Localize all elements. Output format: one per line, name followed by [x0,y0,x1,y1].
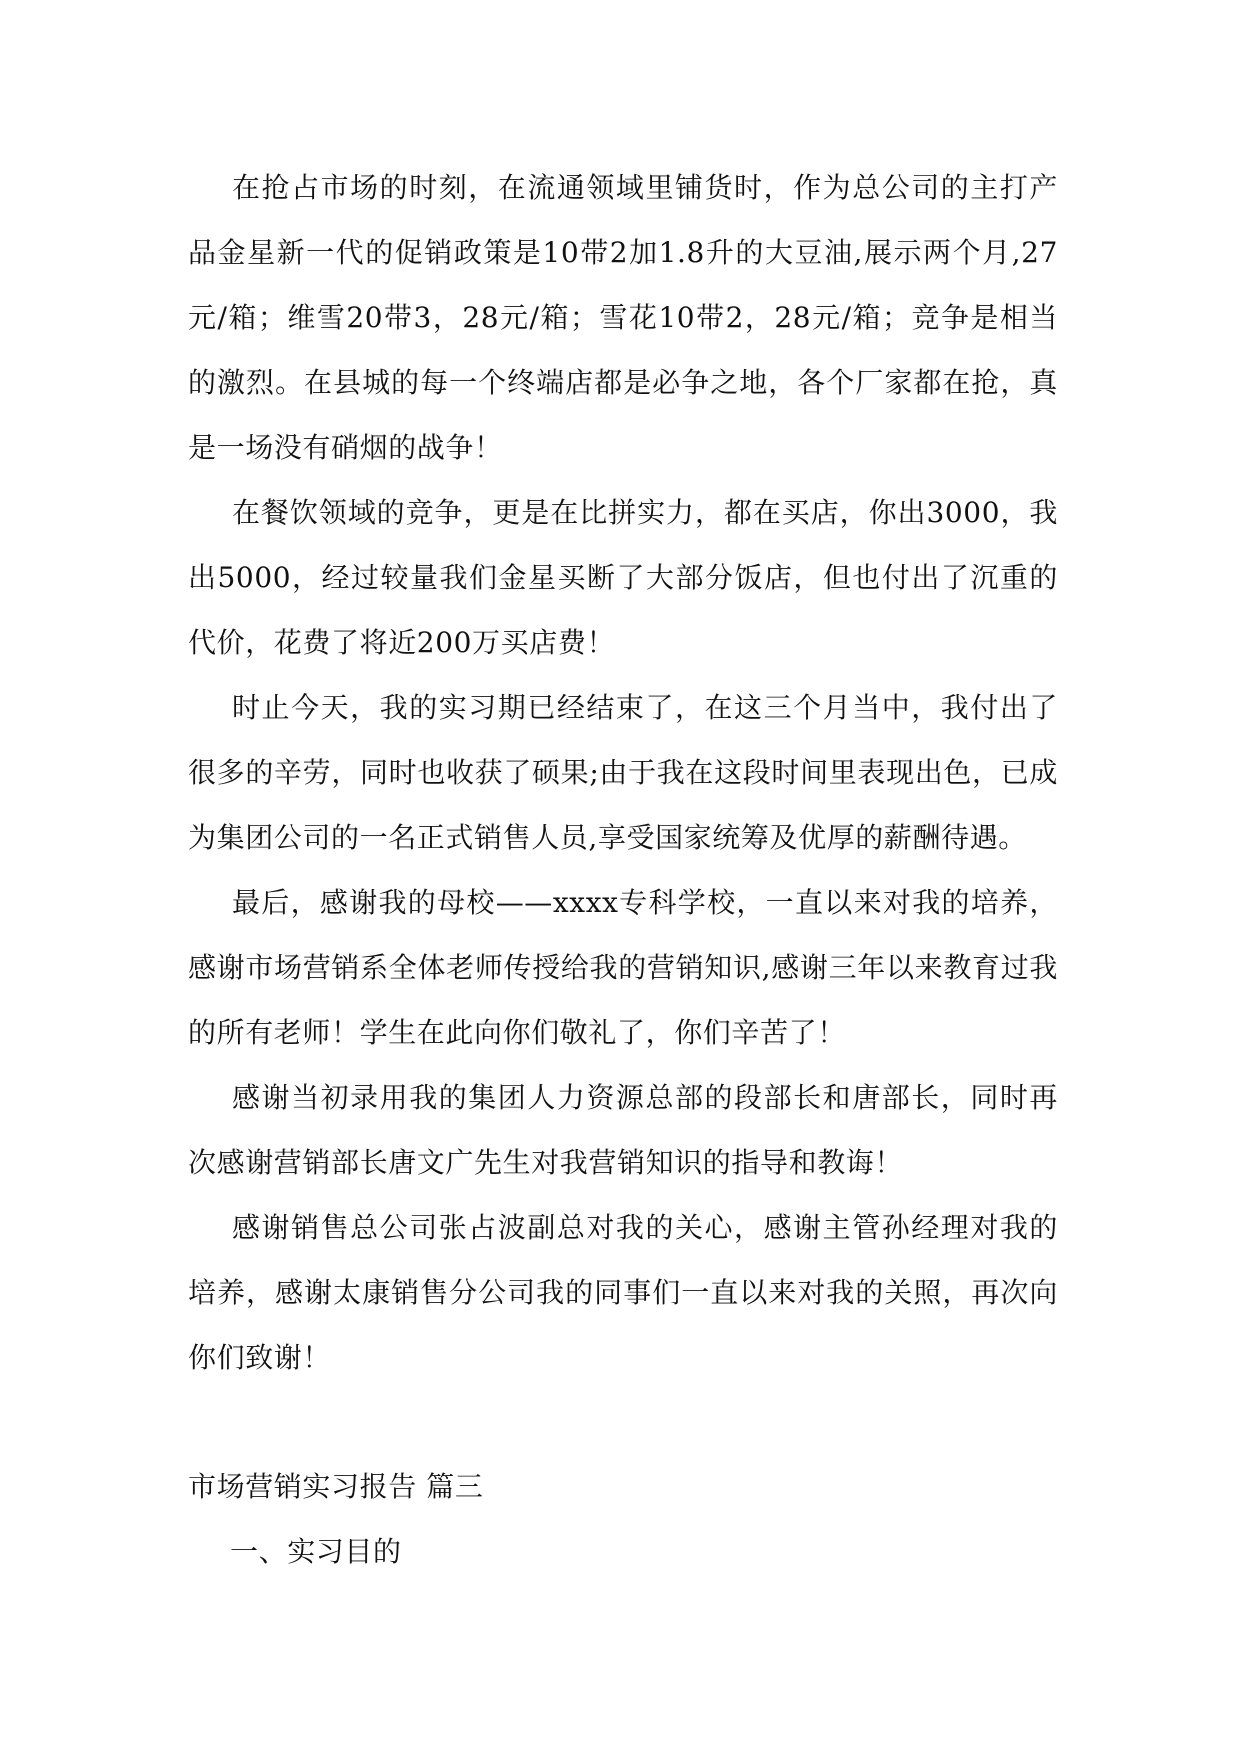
section-title: 市场营销实习报告 篇三 [188,1470,484,1503]
body-text [188,155,1058,1390]
paragraph-thanks-hr: 感谢当初录用我的集团人力资源总部的段部长和唐部长，同时再次感谢营销部长唐文广先生对我营销知识的指导和教诲！ [188,1081,1058,1179]
paragraph-market-competition: 在抢占市场的时刻，在流通领域里铺货时，作为总公司的主打产品金星新一代的促销政策是10带2加1.8升的大豆油,展示两个月,27元/箱；维雪20带3，28元/箱；雪花10带2，28元/箱；竞争是相当的激烈。在县城的每一个终端店都是必争之地，各个厂家都在抢，真是一场没有硝烟的战争！ [188,171,1058,464]
paragraph-internship-end: 时止今天，我的实习期已经结束了，在这三个月当中，我付出了很多的辛劳，同时也收获了硕果;由于我在这段时间里表现出色，已成为集团公司的一名正式销售人员,享受国家统筹及优厚的薪酬待遇。 [188,691,1058,854]
paragraph-thanks-school: 最后，感谢我的母校——xxxx专科学校，一直以来对我的培养，感谢市场营销系全体老师传授给我的营销知识,感谢三年以来教育过我的所有老师！学生在此向你们敬礼了，你们辛苦了！ [188,886,1058,1049]
paragraph-catering-competition: 在餐饮领域的竞争，更是在比拼实力，都在买店，你出3000，我出5000，经过较量我们金星买断了大部分饭店，但也付出了沉重的代价，花费了将近200万买店费！ [188,496,1058,659]
paragraph-thanks-colleagues: 感谢销售总公司张占波副总对我的关心，感谢主管孙经理对我的培养，感谢太康销售分公司我的同事们一直以来对我的关照，再次向你们致谢！ [188,1211,1058,1374]
section-heading: 一、实习目的 [230,1535,402,1568]
